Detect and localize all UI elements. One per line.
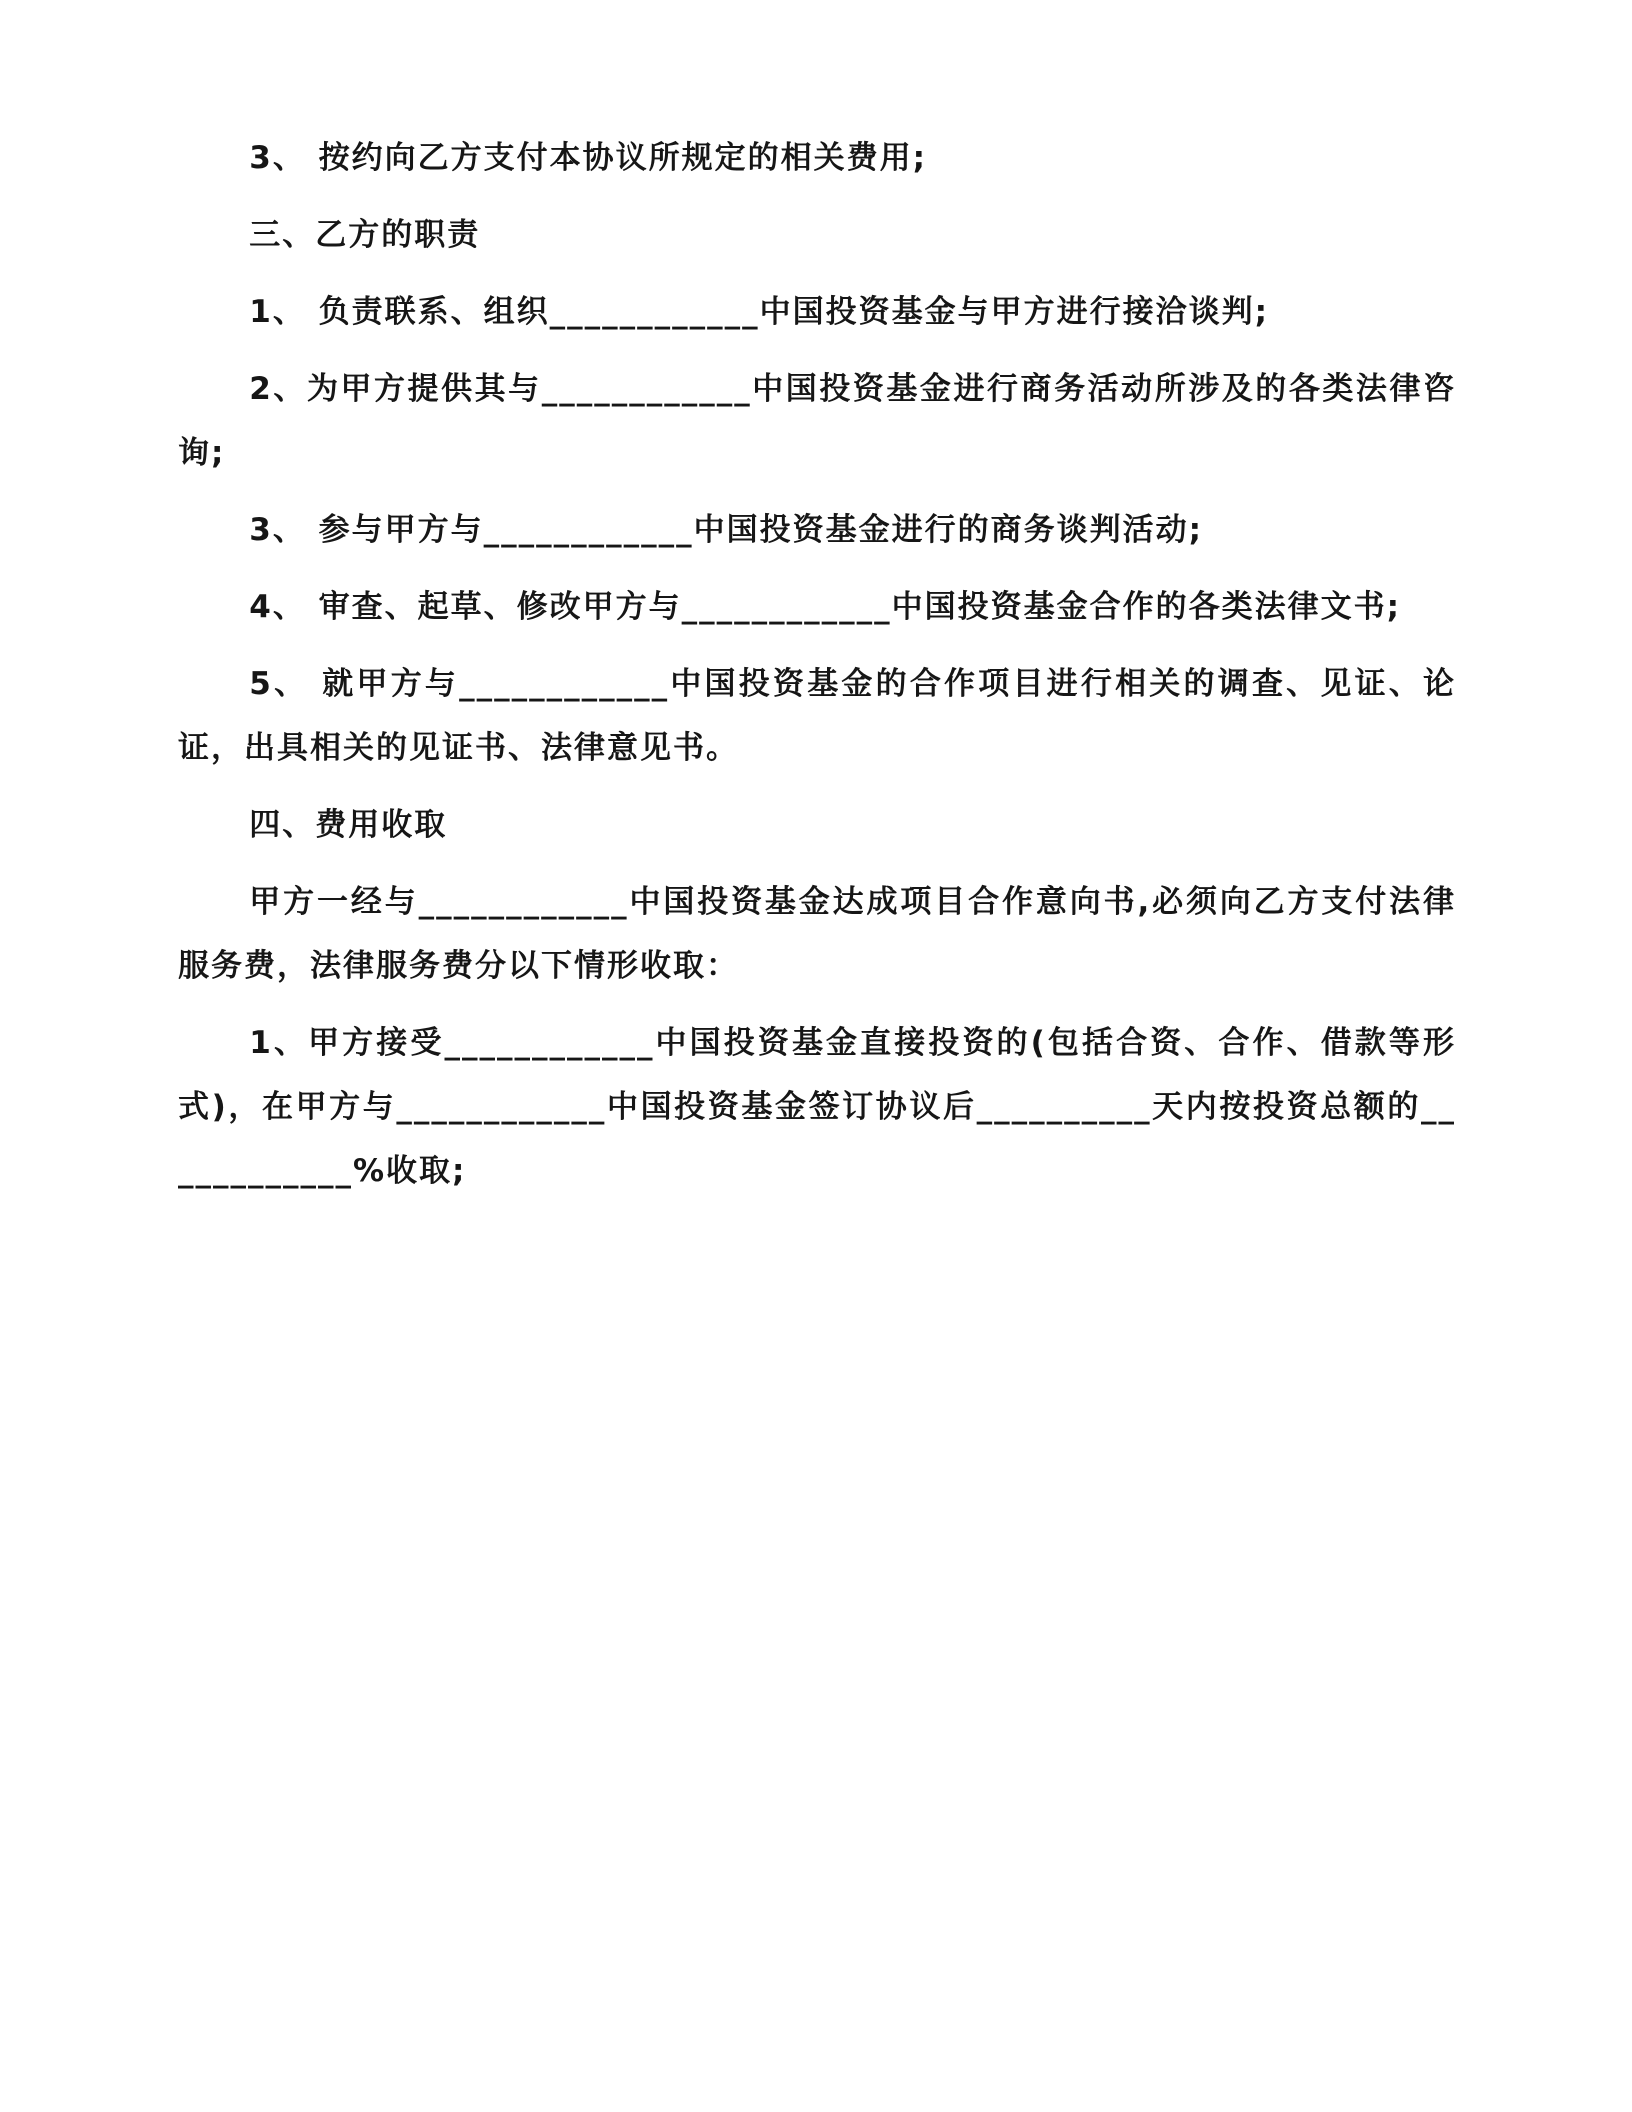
section-heading-party-b-duties: 三、乙方的职责 — [249, 217, 481, 253]
duty-item-5: 5、 就甲方与____________中国投资基金的合作项目进行相关的调查、见证、论证，出具相关的见证书、法律意见书。 — [178, 666, 1456, 766]
fees-intro-paragraph: 甲方一经与____________中国投资基金达成项目合作意向书,必须向乙方支付法律服务费，法律服务费分以下情形收取： — [178, 884, 1456, 984]
clause-pay-fees-item: 3、 按约向乙方支付本协议所规定的相关费用; — [249, 140, 928, 176]
duty-item-1: 1、 负责联系、组织____________中国投资基金与甲方进行接洽谈判; — [249, 294, 1270, 330]
section-heading-fees: 四、费用收取 — [249, 807, 448, 843]
duty-item-3: 3、 参与甲方与____________中国投资基金进行的商务谈判活动; — [249, 512, 1204, 548]
fees-item-1: 1、甲方接受____________中国投资基金直接投资的(包括合资、合作、借款等形式)，在甲方与____________中国投资基金签订协议后__________天内按投资总额的____________%收取; — [178, 1025, 1456, 1189]
duty-item-2: 2、为甲方提供其与____________中国投资基金进行商务活动所涉及的各类法律咨询; — [178, 371, 1456, 471]
duty-item-4: 4、 审查、起草、修改甲方与____________中国投资基金合作的各类法律文书; — [249, 589, 1402, 625]
